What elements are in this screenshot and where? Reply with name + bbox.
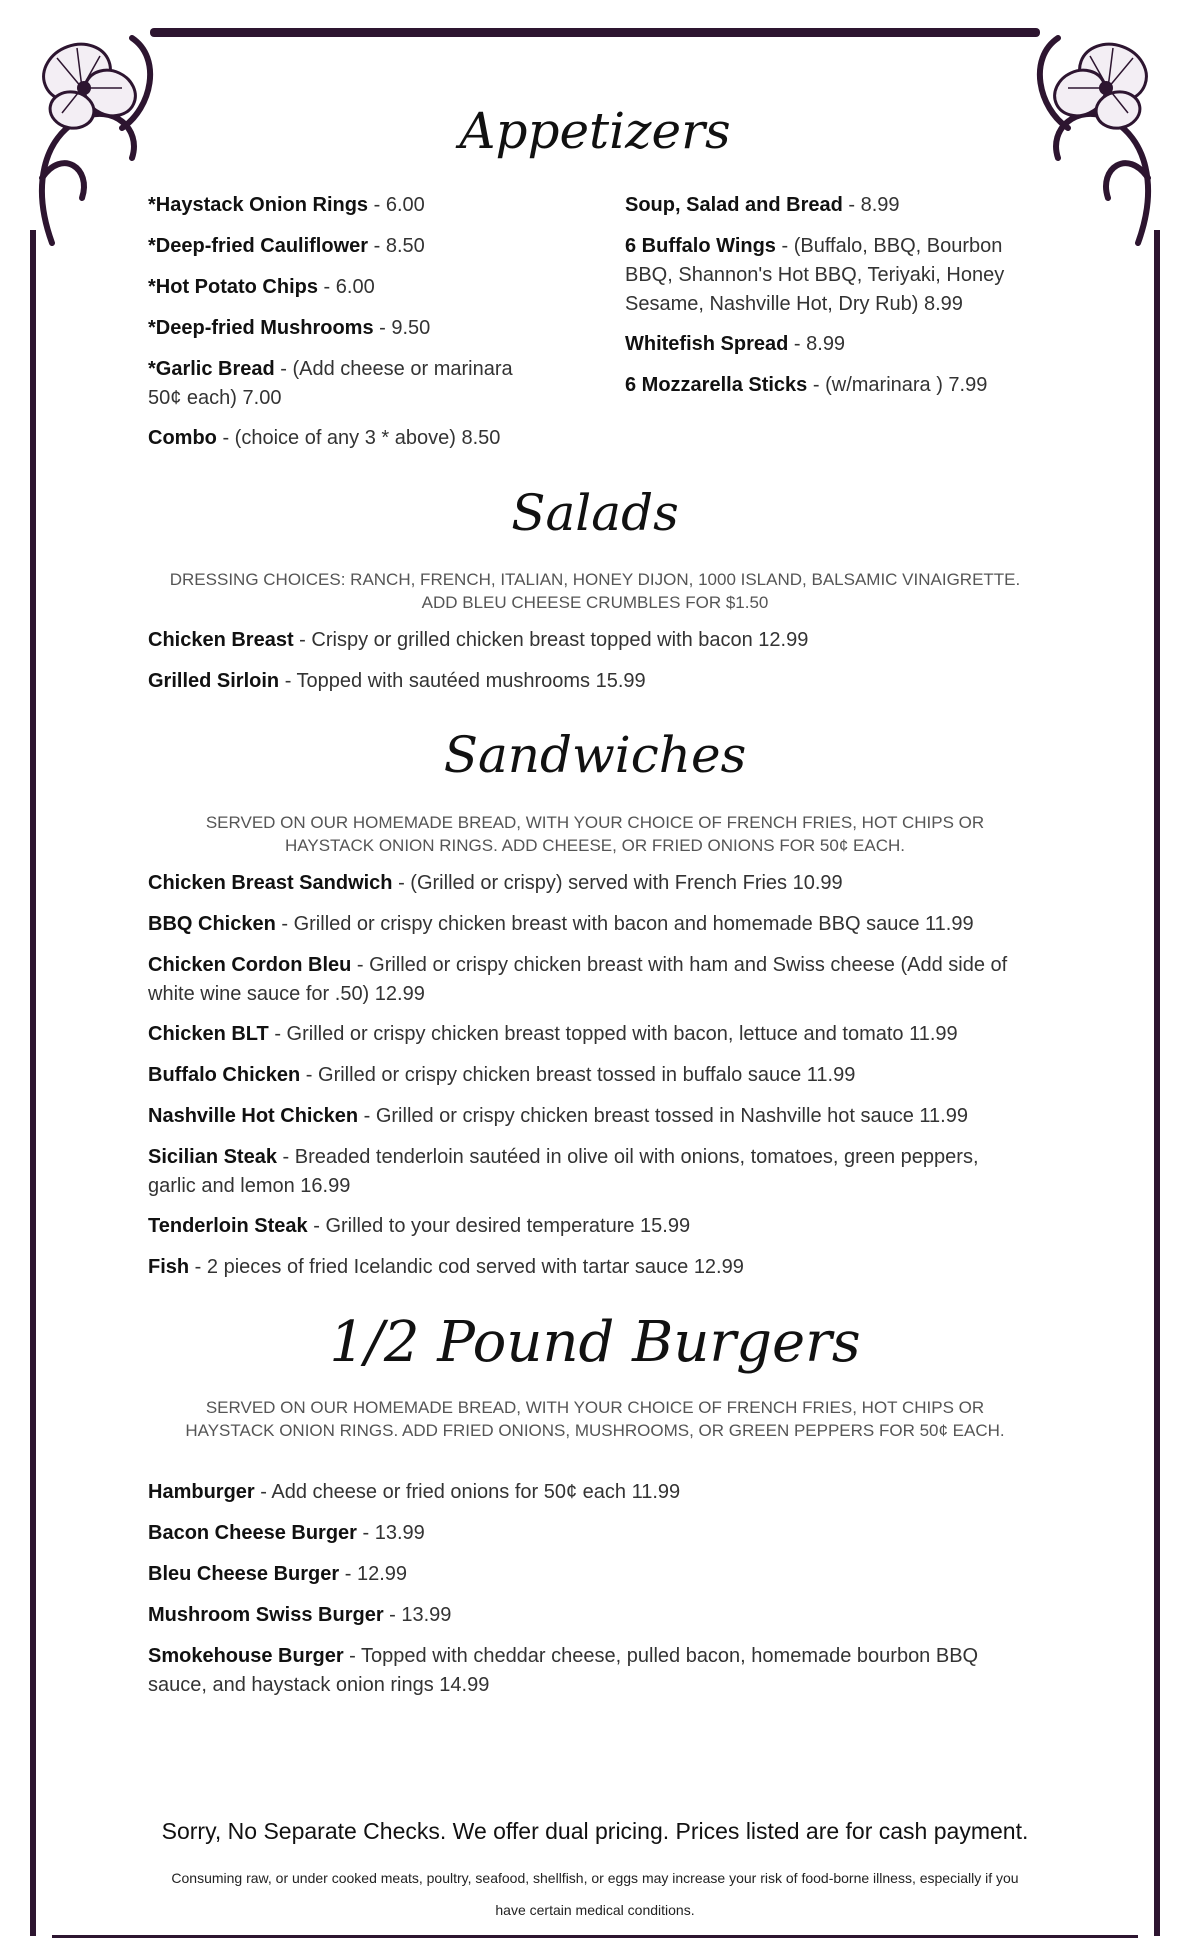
item-name: *Hot Potato Chips <box>148 276 318 298</box>
item-description: - Topped with cheddar cheese, pulled bacon, homemade bourbon BBQ sauce, and haystack onion rings 14.99 <box>148 1645 979 1696</box>
menu-item <box>625 232 1035 319</box>
menu-item <box>148 1478 1028 1507</box>
item-description: - Grilled to your desired temperature 15.99 <box>307 1215 691 1237</box>
menu-item <box>148 1020 1028 1049</box>
item-name: Chicken Cordon Bleu <box>148 954 352 976</box>
item-name: Soup, Salad and Bread <box>625 194 843 216</box>
footer-notice: Sorry, No Separate Checks. We offer dual pricing. Prices listed are for cash payment. <box>161 1818 1029 1844</box>
menu-item <box>148 626 1028 655</box>
item-name: Buffalo Chicken <box>148 1064 301 1086</box>
menu-item <box>148 232 548 261</box>
salads-heading: Salads <box>511 484 679 542</box>
item-description: - Crispy or grilled chicken breast topped with bacon 12.99 <box>293 629 809 651</box>
item-name: 6 Mozzarella Sticks <box>625 374 808 396</box>
item-name: 6 Buffalo Wings <box>625 235 776 257</box>
menu-item <box>148 1253 1028 1282</box>
top-border <box>150 28 1040 37</box>
item-description: - 6.00 <box>318 276 375 298</box>
item-name: Bleu Cheese Burger <box>148 1563 340 1585</box>
menu-item <box>148 910 1028 939</box>
item-description: - 9.50 <box>373 317 431 339</box>
menu-item <box>625 191 1035 220</box>
item-description: - Grilled or crispy chicken breast with ham and Swiss cheese (Add side of white wine sauce for .50) 12.99 <box>148 954 1008 1005</box>
item-description: - (choice of any 3 * above) 8.50 <box>216 427 501 449</box>
item-description: - (w/marinara ) 7.99 <box>807 374 988 396</box>
item-name: Tenderloin Steak <box>148 1215 308 1237</box>
menu-item <box>148 273 548 302</box>
item-description: - 8.50 <box>368 235 425 257</box>
item-name: BBQ Chicken <box>148 913 276 935</box>
menu-item <box>148 1212 1028 1241</box>
item-description: - 8.99 <box>842 194 900 216</box>
item-description: - (Add cheese or marinara 50¢ each) 7.00 <box>148 358 513 409</box>
item-name: *Deep-fried Cauliflower <box>148 235 369 257</box>
item-name: Smokehouse Burger <box>148 1645 344 1667</box>
item-description: - Breaded tenderloin sautéed in olive oil with onions, tomatoes, green peppers, garlic and lemon 16.99 <box>148 1146 979 1197</box>
item-description: - Grilled or crispy chicken breast topped with bacon, lettuce and tomato 11.99 <box>268 1023 958 1045</box>
menu-item <box>625 330 1035 359</box>
item-name: *Haystack Onion Rings <box>148 194 369 216</box>
menu-item <box>148 424 548 453</box>
menu-item <box>148 869 1028 898</box>
menu-item <box>148 951 1028 1009</box>
item-description: - Grilled or crispy chicken breast with bacon and homemade BBQ sauce 11.99 <box>275 913 974 935</box>
item-name: Chicken Breast Sandwich <box>148 872 393 894</box>
food-safety-disclaimer: Consuming raw, or under cooked meats, poultry, seafood, shellfish, or eggs may increase your risk of food-borne illness, especially if you have certain medical conditions. <box>171 1870 1019 1918</box>
item-description: - Grilled or crispy chicken breast tossed in Nashville hot sauce 11.99 <box>358 1105 968 1127</box>
item-name: Fish <box>148 1256 190 1278</box>
menu-item <box>148 355 548 413</box>
item-name: Mushroom Swiss Burger <box>148 1604 384 1626</box>
menu-item <box>148 191 548 220</box>
item-name: Combo <box>148 427 217 449</box>
bottom-border <box>52 1935 1138 1938</box>
item-description: - 8.99 <box>788 333 846 355</box>
menu-item <box>148 1601 1028 1630</box>
item-name: Chicken Breast <box>148 629 294 651</box>
menu-item <box>148 1061 1028 1090</box>
item-name: Hamburger <box>148 1481 255 1503</box>
item-description: - 13.99 <box>383 1604 452 1626</box>
item-name: Nashville Hot Chicken <box>148 1105 359 1127</box>
menu-item <box>148 1560 1028 1589</box>
burgers-note: SERVED ON OUR HOMEMADE BREAD, WITH YOUR CHOICE OF FRENCH FRIES, HOT CHIPS OR HAYSTACK ONION RINGS. ADD FRIED ONIONS, MUSHROOMS, OR GREEN PEPPERS FOR 50¢ EACH. <box>185 1398 1005 1440</box>
item-description: - Topped with sautéed mushrooms 15.99 <box>279 670 646 692</box>
menu-item <box>148 1642 1028 1700</box>
item-description: - Grilled or crispy chicken breast tossed in buffalo sauce 11.99 <box>300 1064 856 1086</box>
item-description: - (Buffalo, BBQ, Bourbon BBQ, Shannon's Hot BBQ, Teriyaki, Honey Sesame, Nashville Hot, Dry Rub) 8.99 <box>625 235 1005 315</box>
item-description: - 2 pieces of fried Icelandic cod served with tartar sauce 12.99 <box>189 1256 744 1278</box>
item-name: Grilled Sirloin <box>148 670 280 692</box>
burgers-heading: 1/2 Pound Burgers <box>329 1310 861 1375</box>
sandwiches-heading: Sandwiches <box>443 726 747 784</box>
item-name: Whitefish Spread <box>625 333 789 355</box>
item-description: - 6.00 <box>368 194 425 216</box>
item-name: *Garlic Bread <box>148 358 275 380</box>
item-description: - (Grilled or crispy) served with French Fries 10.99 <box>392 872 843 894</box>
item-name: Bacon Cheese Burger <box>148 1522 357 1544</box>
item-name: Sicilian Steak <box>148 1146 277 1168</box>
menu-item <box>148 667 1028 696</box>
item-description: - 13.99 <box>356 1522 425 1544</box>
menu-item <box>148 314 548 343</box>
sandwiches-note: SERVED ON OUR HOMEMADE BREAD, WITH YOUR CHOICE OF FRENCH FRIES, HOT CHIPS OR HAYSTACK ONION RINGS. ADD CHEESE, OR FRIED ONIONS FOR 50¢ EACH. <box>205 813 985 855</box>
item-description: - Add cheese or fried onions for 50¢ each 11.99 <box>254 1481 681 1503</box>
item-name: Chicken BLT <box>148 1023 269 1045</box>
salads-note: DRESSING CHOICES: RANCH, FRENCH, ITALIAN, HONEY DIJON, 1000 ISLAND, BALSAMIC VINAIGRETTE. ADD BLEU CHEESE CRUMBLES FOR $1.50 <box>169 570 1021 612</box>
appetizers-heading: Appetizers <box>459 102 731 160</box>
item-name: *Deep-fried Mushrooms <box>148 317 374 339</box>
menu-item <box>148 1519 1028 1548</box>
menu-item <box>625 371 1035 400</box>
menu-item <box>148 1102 1028 1131</box>
item-description: - 12.99 <box>339 1563 407 1585</box>
menu-item <box>148 1143 1028 1201</box>
